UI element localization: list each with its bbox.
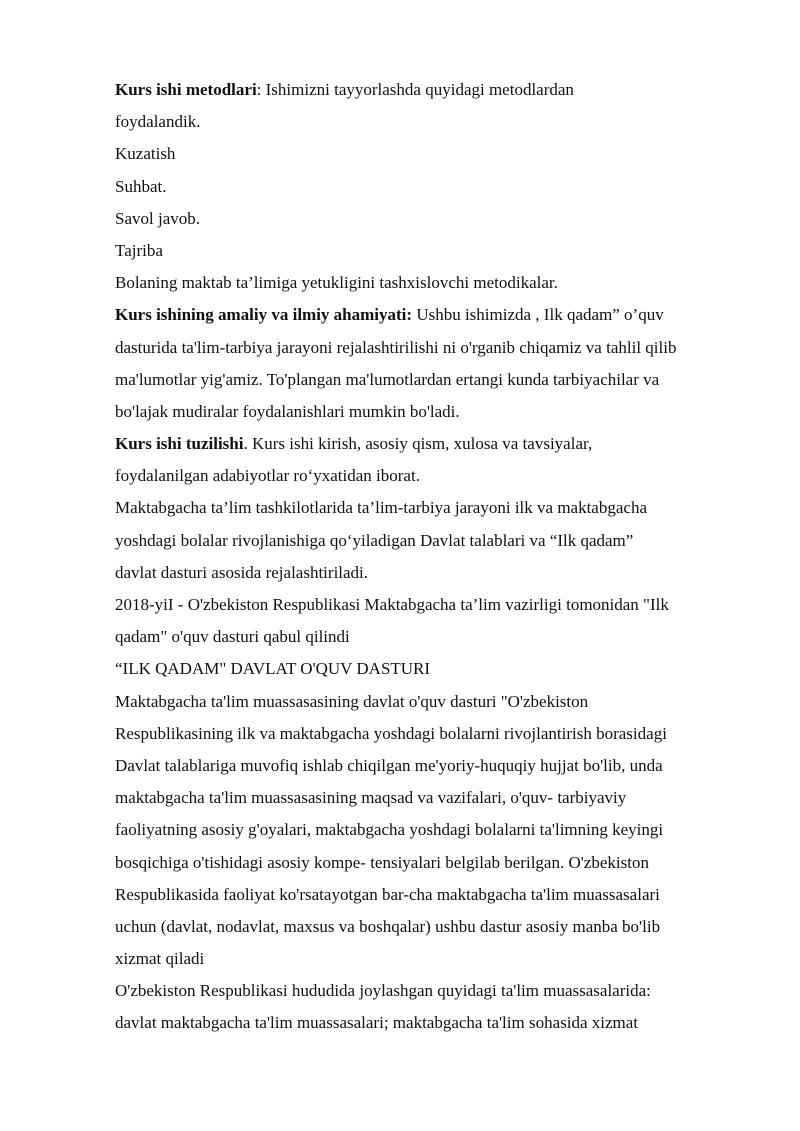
document-page	[115, 74, 715, 1040]
paragraph-line: bosqichiga o'tishidagi asosiy kompe- tensiyalari belgilab berilgan. O'zbekiston	[115, 852, 649, 872]
paragraph-line: davlat maktabgacha ta'lim muassasalari; maktabgacha ta'lim sohasida xizmat	[115, 1013, 639, 1033]
method-item: Kuzatish	[115, 144, 176, 164]
significance-heading: Kurs ishining amaliy va ilmiy ahamiyati:	[115, 305, 413, 325]
method-item: Tajriba	[115, 240, 163, 260]
structure-text: . Kurs ishi kirish, asosiy qism, xulosa va tavsiyalar,	[243, 434, 593, 454]
paragraph-line: O'zbekiston Respublikasi hududida joylashgan quyidagi ta'lim muassasalarida:	[115, 981, 651, 1001]
section-title: “ILK QADAM" DAVLAT O'QUV DASTURI	[115, 659, 431, 679]
paragraph-line: maktabgacha ta'lim muassasasining maqsad va vazifalari, o'quv- tarbiyaviy	[115, 788, 627, 808]
paragraph-line: bo'lajak mudiralar foydalanishlari mumkin bo'ladi.	[115, 401, 460, 421]
paragraph-line: Davlat talablariga muvofiq ishlab chiqilgan me'yoriy-huquqiy hujjat bo'lib, unda	[115, 755, 663, 775]
methods-text: : Ishimizni tayyorlashda quyidagi metodlardan	[256, 80, 574, 99]
paragraph-line: dasturida ta'lim-tarbiya jarayoni rejalashtirilishi ni o'rganib chiqamiz va tahlil qilib	[115, 337, 677, 357]
paragraph-line: davlat dasturi asosida rejalashtiriladi.	[115, 562, 369, 582]
method-item: Savol javob.	[115, 208, 200, 228]
paragraph-line: Maktabgacha ta’lim tashkilotlarida ta’lim-tarbiya jarayoni ilk va maktabgacha	[115, 498, 647, 518]
paragraph-line: Respublikasining ilk va maktabgacha yoshdagi bolalarni rivojlantirish borasidagi	[115, 723, 667, 743]
methods-heading: Kurs ishi metodlari	[115, 80, 257, 99]
method-item: Suhbat.	[115, 176, 167, 196]
paragraph-line: Respublikasida faoliyat ko'rsatayotgan bar-cha maktabgacha ta'lim muassasalari	[115, 884, 660, 904]
structure-line	[115, 428, 715, 460]
paragraph-line: xizmat qiladi	[115, 949, 205, 969]
paragraph-line: 2018-yiI - O'zbekiston Respublikasi Maktabgacha ta’lim vazirligi tomonidan "Ilk	[115, 595, 669, 614]
methods-line	[115, 74, 715, 106]
paragraph-line: foydalanilgan adabiyotlar ro‘yxatidan iborat.	[115, 466, 420, 486]
structure-heading: Kurs ishi tuzilishi	[115, 434, 244, 454]
significance-text: Ushbu ishimizda , Ilk qadam” o’quv	[412, 305, 664, 325]
methods-text-continued: foydalandik.	[115, 112, 201, 132]
paragraph-line: Maktabgacha ta'lim muassasasining davlat o'quv dasturi "O'zbekiston	[115, 691, 589, 711]
paragraph-line: faoliyatning asosiy g'oyalari, maktabgacha yoshdagi bolalarni ta'limning keyingi	[115, 820, 664, 840]
paragraph-line: qadam" o'quv dasturi qabul qilindi	[115, 627, 350, 647]
paragraph-line: ma'lumotlar yig'amiz. To'plangan ma'lumotlardan ertangi kunda tarbiyachilar va	[115, 369, 660, 389]
significance-line	[115, 299, 715, 331]
paragraph-line: uchun (davlat, nodavlat, maxsus va boshqalar) ushbu dastur asosiy manba bo'lib	[115, 916, 661, 936]
method-item: Bolaning maktab ta’limiga yetukligini tashxislovchi metodikalar.	[115, 273, 558, 293]
paragraph-line: yoshdagi bolalar rivojlanishiga qo‘yiladigan Davlat talablari va “Ilk qadam”	[115, 530, 634, 550]
